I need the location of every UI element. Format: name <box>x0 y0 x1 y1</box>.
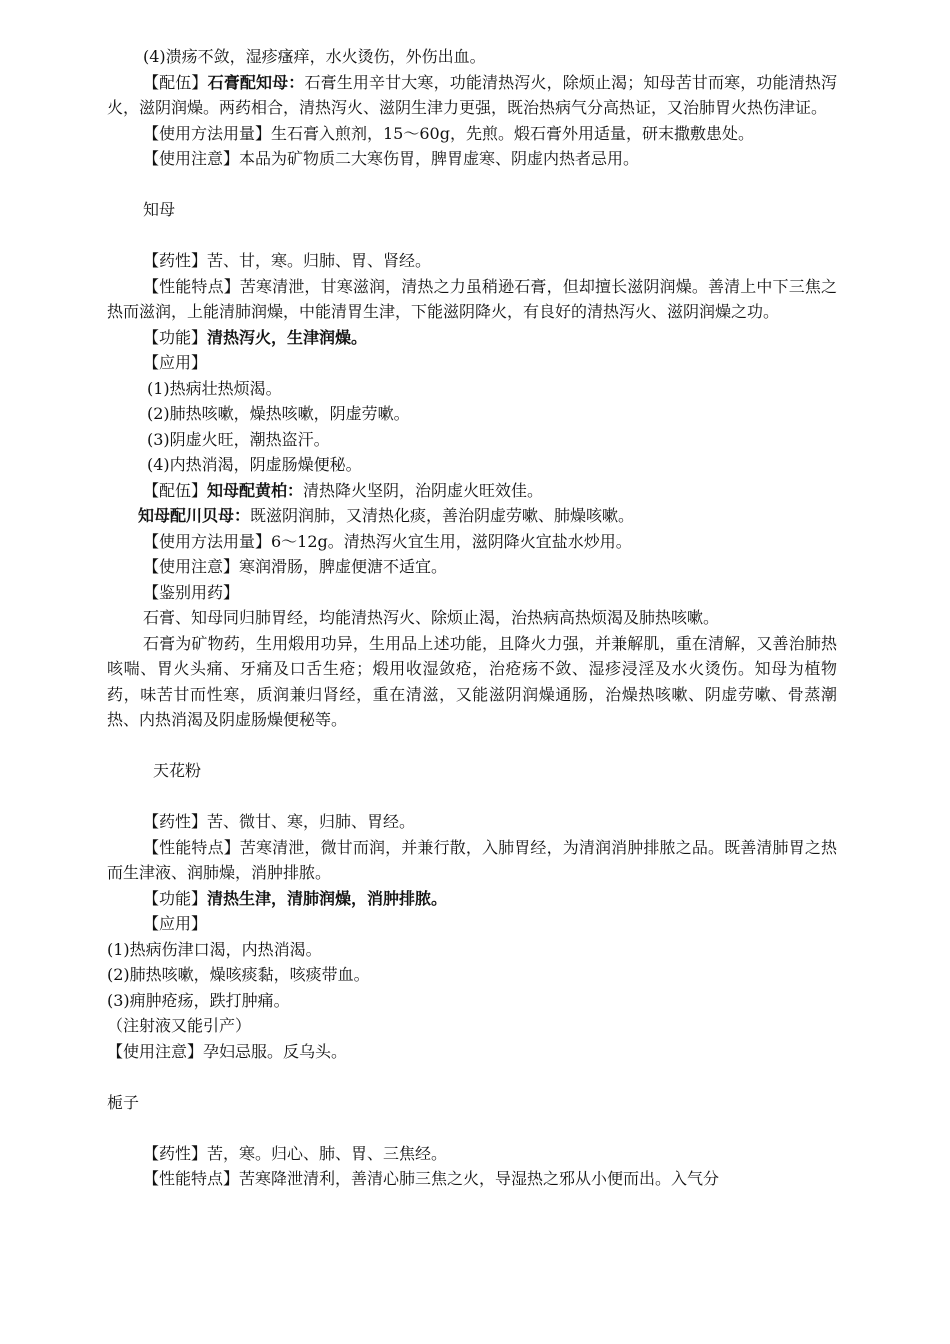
section-title-zhizi: 栀子 <box>107 1092 140 1112</box>
pairing-bold: 知母配黄柏： <box>207 480 304 500</box>
pairing-label: 【配伍】 <box>143 480 208 500</box>
pairing-text: 清热降火坚阴，治阴虚火旺效佳。 <box>303 480 544 500</box>
shigao-item-4: (4)溃疡不敛，湿疹瘙痒，水火烫伤，外伤出血。 <box>143 47 486 66</box>
tianhuafen-item-2: (2)肺热咳嗽，燥咳痰黏，咳痰带血。 <box>107 965 370 984</box>
zhimu-nature: 【药性】苦、甘，寒。归肺、胃、肾经。 <box>143 251 432 270</box>
pairing-bold: 知母配川贝母： <box>138 506 251 525</box>
tianhuafen-item-3: (3)痈肿疮疡，跌打肿痛。 <box>107 990 290 1010</box>
tianhuafen-injection-note: （注射液又能引产） <box>107 1016 252 1035</box>
zhimu-compare-1: 石膏、知母同归肺胃经，均能清热泻火、除烦止渴，治热病高热烦渴及肺热咳嗽。 <box>143 608 720 627</box>
shigao-pairing <box>107 70 837 121</box>
tianhuafen-features: 【性能特点】苦寒清泄，微甘而润，并兼行散，入肺胃经，为清润消肿排脓之品。既善清肺胃之热而生津液、润肺燥，消肿排脓。 <box>107 837 837 882</box>
zhimu-compare-2: 石膏为矿物药，生用煅用功异，生用品上述功能，且降火力强，并兼解肌，重在清解，又善治肺热咳喘、胃火头痛、牙痛及口舌生疮；煅用收湿敛疮，治疮疡不敛、湿疹浸淫及水火烫伤。知母为植物药，味苦甘而性寒，质润兼归肾经，重在清滋，又能滋阴润燥通肠，治燥热咳嗽、阴虚劳嗽、骨蒸潮热、内热消渴及阴虚肠燥便秘等。 <box>107 633 837 729</box>
tianhuafen-caution: 【使用注意】孕妇忌服。反乌头。 <box>107 1041 348 1061</box>
document-body <box>107 44 837 1192</box>
section-title-zhimu: 知母 <box>143 200 176 219</box>
pairing-text: 石膏生用辛甘大寒，功能清热泻火，除烦止渴；知母苦甘而寒，功能清热泻火，滋阴润燥。两药相合，清热泻火、滋阴生津力更强，既治热病气分高热证，又治肺胃火热伤津证。 <box>107 72 837 117</box>
pairing-label: 【配伍】 <box>143 72 208 92</box>
zhimu-application: 【应用】 <box>143 353 208 372</box>
zhimu-features: 【性能特点】苦寒清泄，甘寒滋润，清热之力虽稍逊石膏，但却擅长滋阴润燥。善清上中下三焦之热而滋润，上能清肺润燥，中能清胃生津，下能滋阴降火，有良好的清热泻火、滋阴润燥之功。 <box>107 276 837 321</box>
zhizi-nature: 【药性】苦，寒。归心、肺、胃、三焦经。 <box>143 1143 448 1163</box>
zhimu-caution: 【使用注意】寒润滑肠，脾虚便溏不适宜。 <box>143 557 448 576</box>
spacer <box>107 1064 837 1090</box>
zhimu-item-4: (4)内热消渴，阴虚肠燥便秘。 <box>147 455 362 474</box>
zhimu-function <box>107 325 837 351</box>
zhimu-pairing-2 <box>107 503 837 529</box>
zhimu-item-1: (1)热病壮热烦渴。 <box>147 378 282 398</box>
zhimu-item-2: (2)肺热咳嗽，燥热咳嗽，阴虚劳嗽。 <box>147 404 410 423</box>
zhimu-usage: 【使用方法用量】6～12g。清热泻火宜生用，滋阴降火宜盐水炒用。 <box>143 531 632 551</box>
zhimu-compare-label: 【鉴别用药】 <box>143 582 240 602</box>
function-bold: 清热生津，清肺润燥，消肿排脓。 <box>207 888 448 908</box>
shigao-caution: 【使用注意】本品为矿物质二大寒伤胃，脾胃虚寒、阴虚内热者忌用。 <box>143 149 640 168</box>
pairing-text: 既滋阴润肺，又清热化痰，善治阴虚劳嗽、肺燥咳嗽。 <box>250 506 635 525</box>
zhizi-features: 【性能特点】苦寒降泄清利，善清心肺三焦之火，导湿热之邪从小便而出。入气分 <box>143 1169 720 1188</box>
spacer <box>107 1115 837 1141</box>
spacer <box>107 784 837 810</box>
function-bold: 清热泻火，生津润燥。 <box>207 327 368 347</box>
pairing-bold: 石膏配知母： <box>207 72 305 92</box>
spacer <box>107 223 837 249</box>
tianhuafen-application: 【应用】 <box>143 914 208 933</box>
section-title-tianhuafen: 天花粉 <box>153 761 202 780</box>
spacer <box>107 172 837 198</box>
zhimu-pairing-1 <box>107 478 837 504</box>
tianhuafen-function <box>107 886 837 912</box>
function-label: 【功能】 <box>143 888 208 908</box>
tianhuafen-item-1: (1)热病伤津口渴，内热消渴。 <box>107 939 322 959</box>
zhimu-item-3: (3)阴虚火旺，潮热盗汗。 <box>147 429 330 449</box>
shigao-usage: 【使用方法用量】生石膏入煎剂，15～60g，先煎。煅石膏外用适量，研末撒敷患处。 <box>143 123 754 143</box>
function-label: 【功能】 <box>143 327 208 347</box>
spacer <box>107 733 837 759</box>
tianhuafen-nature: 【药性】苦、微甘、寒，归肺、胃经。 <box>143 812 416 831</box>
